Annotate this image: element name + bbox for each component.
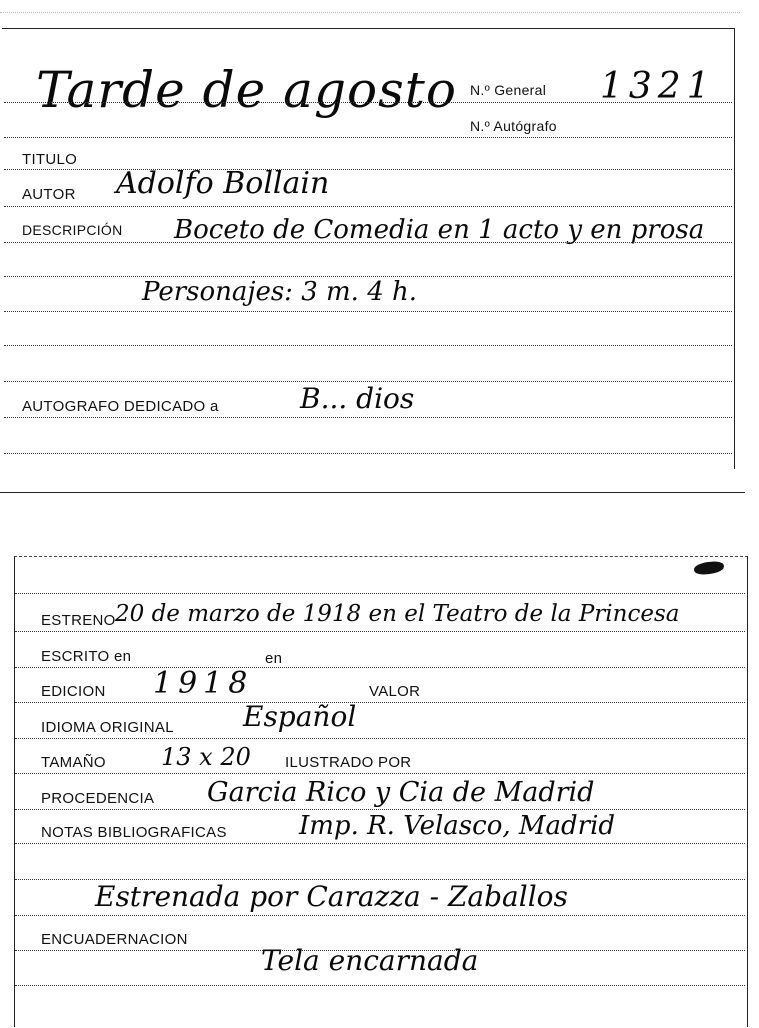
ruled-line-3 xyxy=(4,345,732,346)
notas-value: Imp. R. Velasco, Madrid xyxy=(299,811,616,841)
descripcion-value: Boceto de Comedia en 1 acto y en prosa xyxy=(174,215,705,245)
catalog-card-bottom xyxy=(14,556,748,1027)
ruled-line-5 xyxy=(4,453,732,454)
procedencia-value: Garcia Rico y Cia de Madrid xyxy=(207,777,595,808)
tamano-value: 13 x 20 xyxy=(161,743,251,771)
escrito-label: ESCRITO en xyxy=(41,648,132,665)
estreno-label: ESTRENO xyxy=(41,612,116,629)
edicion-value: 1918 xyxy=(153,666,254,701)
tamano-label: TAMAÑO xyxy=(41,754,106,771)
ruled-line-b3 xyxy=(15,915,745,916)
idioma-label: IDIOMA ORIGINAL xyxy=(41,719,174,736)
title-handwritten: Tarde de agosto xyxy=(36,61,457,119)
ruled-line-2 xyxy=(4,311,732,312)
dedicado-value: B... dios xyxy=(300,382,415,415)
autor-line xyxy=(4,206,732,207)
valor-label: VALOR xyxy=(369,683,421,700)
escrito-line xyxy=(15,667,745,668)
autor-value: Adolfo Bollain xyxy=(116,166,330,201)
procedencia-line xyxy=(15,809,745,810)
general-line xyxy=(4,102,732,103)
escrito-en-label: en xyxy=(265,650,283,667)
general-number: 1321 xyxy=(600,66,716,107)
estreno-line xyxy=(15,631,745,632)
ilustrado-label: ILUSTRADO POR xyxy=(285,754,412,771)
autor-label: AUTOR xyxy=(22,186,76,203)
general-label: N.º General xyxy=(470,82,547,98)
titulo-label: TITULO xyxy=(22,151,78,168)
ruled-line-b4 xyxy=(15,985,745,986)
tamano-line xyxy=(15,773,745,774)
catalog-card-top xyxy=(2,28,735,469)
idioma-value: Español xyxy=(243,700,357,733)
descripcion-label: DESCRIPCIÓN xyxy=(22,222,123,238)
edicion-label: EDICION xyxy=(41,683,106,700)
personajes-value: Personajes: 3 m. 4 h. xyxy=(142,277,418,307)
ruled-line-b1 xyxy=(15,593,745,594)
top-edge-speckle xyxy=(0,12,740,13)
notas-label: NOTAS BIBLIOGRAFICAS xyxy=(41,824,227,841)
dedicado-line xyxy=(4,417,732,418)
autografo-line xyxy=(4,137,732,138)
encuadernacion-label: ENCUADERNACION xyxy=(41,931,188,948)
idioma-line xyxy=(15,738,745,739)
estreno-value: 20 de marzo de 1918 en el Teatro de la Princesa xyxy=(115,601,680,627)
encuadernacion-value: Tela encarnada xyxy=(261,944,479,977)
titulo-line xyxy=(4,169,732,170)
edicion-line xyxy=(15,702,745,703)
autografo-label: N.º Autógrafo xyxy=(470,118,557,134)
notas-line xyxy=(15,843,745,844)
estrenada-value: Estrenada por Carazza - Zaballos xyxy=(95,880,568,913)
procedencia-label: PROCEDENCIA xyxy=(41,790,155,807)
descripcion-line xyxy=(4,242,732,243)
card-separator xyxy=(0,492,745,493)
ruled-line-1 xyxy=(4,276,732,277)
dedicado-label: AUTOGRAFO DEDICADO a xyxy=(22,398,219,415)
